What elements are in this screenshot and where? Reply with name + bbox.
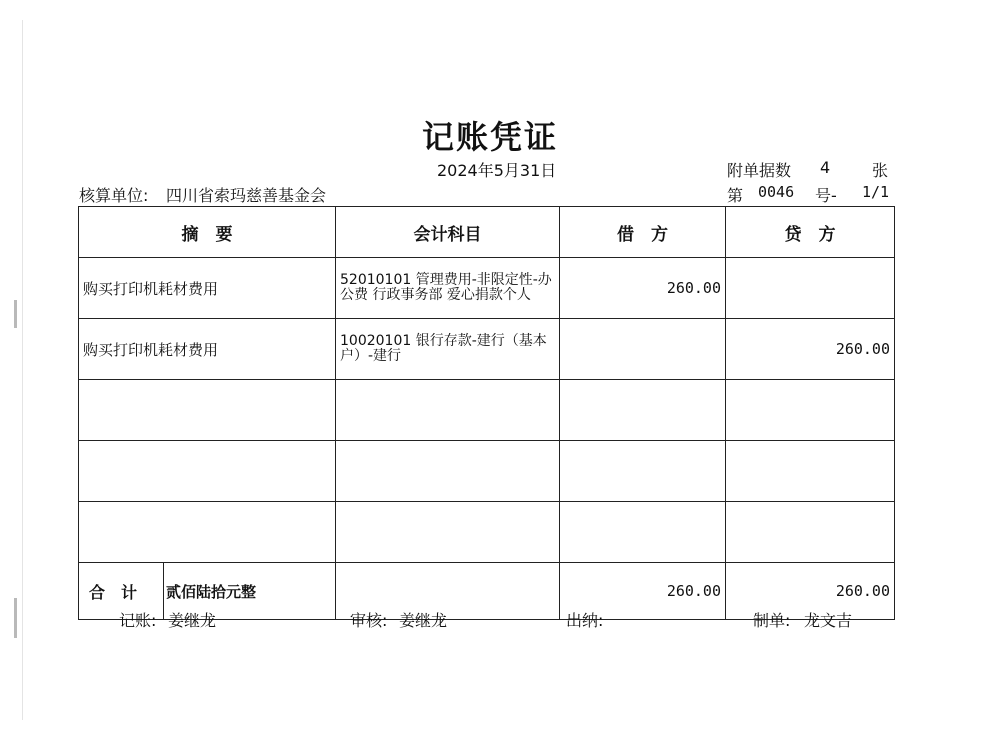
voucher-title: 记账凭证: [421, 118, 558, 156]
entry-credit: [726, 380, 895, 441]
table-header-row: [79, 207, 895, 258]
total-credit: 260.00: [726, 563, 895, 620]
entry-credit: 260.00: [726, 319, 895, 380]
entry-account: 52010101 管理费用-非限定性-办公费 行政事务部 爱心捐款个人: [336, 258, 560, 319]
attachments-count: 4: [820, 158, 831, 177]
entry-debit: [560, 441, 726, 502]
entry-account: [336, 380, 560, 441]
column-header-account: 会计科目: [336, 207, 560, 258]
bookkeeper-name: 姜继龙: [168, 611, 217, 630]
reviewer-name: 姜继龙: [399, 611, 448, 630]
entry-debit: [560, 380, 726, 441]
attachments-label: 附单据数: [727, 161, 792, 180]
unit-name: 四川省索玛慈善基金会: [166, 186, 327, 205]
entry-account: 10020101 银行存款-建行（基本户）-建行: [336, 319, 560, 380]
total-amount-words: 贰佰陆拾元整: [166, 582, 257, 601]
entry-debit: [560, 319, 726, 380]
table-row: [79, 441, 895, 502]
entry-account: [336, 502, 560, 563]
unit-label: 核算单位:: [79, 186, 149, 205]
entry-credit: [726, 502, 895, 563]
preparer-label: 制单:: [753, 611, 791, 630]
table-row: [79, 319, 895, 380]
column-header-debit: 借 方: [560, 207, 726, 258]
voucher-table: [78, 206, 895, 620]
entry-summary: 购买打印机耗材费用: [79, 258, 336, 319]
voucher-page: 1/1: [862, 183, 890, 201]
entry-summary: [79, 441, 336, 502]
entry-account: [336, 441, 560, 502]
voucher-number: 0046: [758, 183, 795, 201]
entry-summary: [79, 502, 336, 563]
attachments-unit: 张: [872, 161, 889, 180]
preparer-name: 龙文吉: [804, 611, 853, 630]
cashier-label: 出纳:: [566, 611, 604, 630]
column-header-credit: 贷 方: [726, 207, 895, 258]
voucher-suffix: 号-: [815, 186, 837, 205]
reviewer-label: 审核:: [350, 611, 388, 630]
scan-dust-mark: [14, 300, 17, 328]
table-row: [79, 502, 895, 563]
voucher-prefix: 第: [727, 186, 744, 205]
entry-debit: [560, 502, 726, 563]
voucher-date: 2024年5月31日: [437, 161, 557, 180]
column-header-summary: 摘 要: [79, 207, 336, 258]
entry-debit: 260.00: [560, 258, 726, 319]
scan-edge-mark: [22, 20, 23, 720]
entry-summary: 购买打印机耗材费用: [79, 319, 336, 380]
entry-credit: [726, 441, 895, 502]
table-row: [79, 258, 895, 319]
entry-summary: [79, 380, 336, 441]
bookkeeper-label: 记账:: [119, 611, 157, 630]
entry-credit: [726, 258, 895, 319]
total-label: 合计: [79, 563, 164, 619]
scan-dust-mark: [14, 598, 17, 638]
table-row: [79, 380, 895, 441]
total-debit: 260.00: [560, 563, 726, 620]
